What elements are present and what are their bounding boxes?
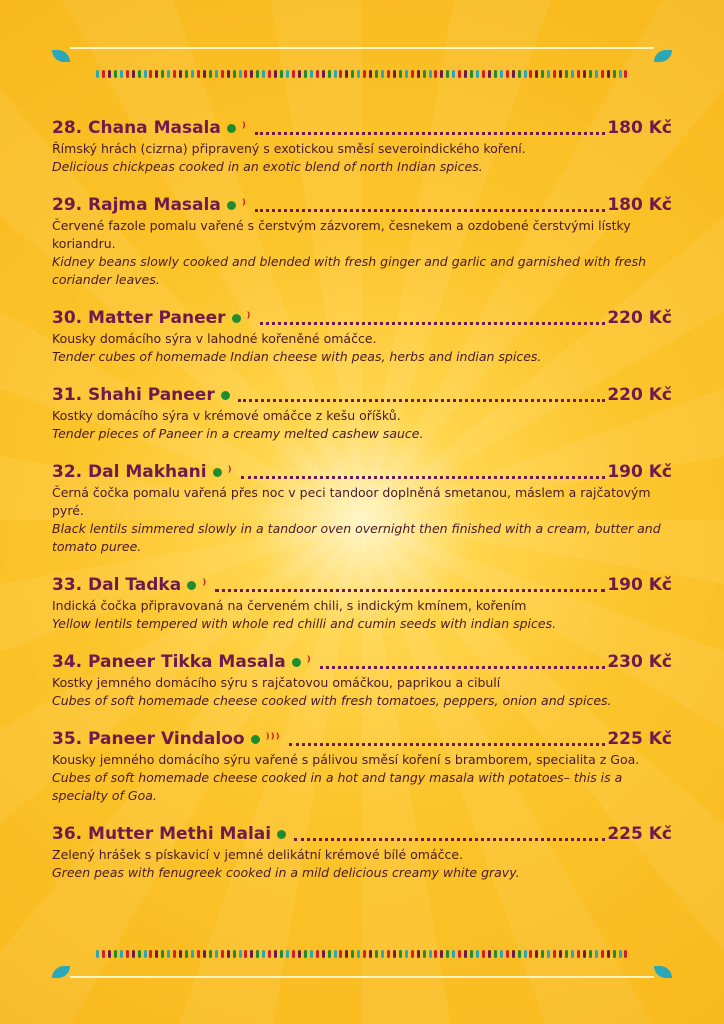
dish-description-czech: Kostky jemného domácího sýru s rajčatovou omáčkou, paprikou a cibulí [52,675,501,690]
menu-item-header [52,573,672,597]
dish-name: 28. Chana Masala [52,118,221,138]
dotted-leader [289,743,606,746]
top-border-line [70,47,654,49]
vegetarian-dot-icon [213,468,222,477]
top-dotted-ornament [96,70,628,78]
bottom-dotted-ornament [96,950,628,958]
dish-price: 180 Kč [607,118,672,138]
vegetarian-dot-icon [187,581,196,590]
menu-item-header [52,727,672,751]
dish-description-english: Cubes of soft homemade cheese cooked in a hot and tangy masala with potatoes– this is a specialty of Goa. [52,770,623,803]
dish-price: 225 Kč [607,729,672,749]
dish-description-english: Black lentils simmered slowly in a tandoor oven overnight then finished with a cream, butter and tomato puree. [52,521,661,554]
dish-price: 220 Kč [607,308,672,328]
dotted-leader [255,132,605,135]
dish-description-english: Tender pieces of Paneer in a creamy melted cashew sauce. [52,426,424,441]
dish-description-english: Cubes of soft homemade cheese cooked with fresh tomatoes, peppers, onion and spices. [52,693,612,708]
chili-spice-icon: ⁾ [227,464,233,480]
dish-price: 230 Kč [607,652,672,672]
dish-name: 33. Dal Tadka [52,575,182,595]
menu-item [52,573,672,633]
menu-item [52,460,672,556]
dish-description-english: Delicious chickpeas cooked in an exotic blend of north Indian spices. [52,159,483,174]
chili-spice-icon: ⁾ [202,577,208,593]
vegetarian-dot-icon [227,201,236,210]
dish-name: 30. Matter Paneer [52,308,226,328]
menu-item-header [52,650,672,674]
chili-spice-icon: ⁾⁾⁾ [265,731,281,747]
chili-spice-icon: ⁾ [241,120,247,136]
menu-item-header [52,116,672,140]
menu-item [52,727,672,805]
dish-description-czech: Indická čočka připravovaná na červeném chili, s indickým kmínem, kořením [52,598,527,613]
dish-name: 31. Shahi Paneer [52,385,215,405]
dish-name: 32. Dal Makhani [52,462,207,482]
dish-price: 220 Kč [607,385,672,405]
dish-name: 35. Paneer Vindaloo [52,729,245,749]
dotted-leader [215,589,605,592]
vegetarian-dot-icon [221,391,230,400]
vegetarian-dot-icon [292,658,301,667]
dish-name: 29. Rajma Masala [52,195,221,215]
dish-name: 34. Paneer Tikka Masala [52,652,286,672]
menu-item [52,306,672,366]
chili-spice-icon: ⁾ [246,310,252,326]
menu-item [52,116,672,176]
dish-description-english: Yellow lentils tempered with whole red chilli and cumin seeds with indian spices. [52,616,557,631]
dish-description-english: Kidney beans slowly cooked and blended with fresh ginger and garlic and garnished with fresh coriander leaves. [52,254,647,287]
dish-description-czech: Kousky domácího sýra v lahodné kořeněné omáčce. [52,331,377,346]
vegetarian-dot-icon [227,124,236,133]
dish-description-english: Green peas with fenugreek cooked in a mild delicious creamy white gravy. [52,865,520,880]
dish-description-czech: Římský hrách (cizrna) připravený s exotickou směsí severoindického koření. [52,141,526,156]
dish-price: 180 Kč [607,195,672,215]
dish-price: 225 Kč [607,824,672,844]
menu-item-header [52,822,672,846]
dish-name: 36. Mutter Methi Malai [52,824,272,844]
vegetarian-dot-icon [232,314,241,323]
dotted-leader [320,666,606,669]
dish-description-czech: Červené fazole pomalu vařené s čerstvým zázvorem, česnekem a ozdobené čerstvými lístky koriandru. [52,218,631,251]
menu-item-header [52,306,672,330]
dish-description-czech: Černá čočka pomalu vařená přes noc v peci tandoor doplněná smetanou, máslem a rajčatovým pyré. [52,485,651,518]
menu-item-header [52,383,672,407]
menu-item [52,193,672,289]
dotted-leader [255,209,605,212]
dotted-leader [294,838,605,841]
vegetarian-dot-icon [251,735,260,744]
dotted-leader [241,476,606,479]
dish-description-czech: Kostky domácího sýra v krémové omáčce z kešu oříšků. [52,408,401,423]
menu-item-header [52,193,672,217]
menu-item [52,822,672,882]
dish-description-czech: Kousky jemného domácího sýru vařené s pálivou směsí koření s bramborem, specialita z Goa. [52,752,640,767]
dish-price: 190 Kč [607,462,672,482]
dish-description-english: Tender cubes of homemade Indian cheese with peas, herbs and indian spices. [52,349,542,364]
dotted-leader [260,322,606,325]
menu-item-header [52,460,672,484]
chili-spice-icon: ⁾ [306,654,312,670]
menu-list [52,116,672,899]
chili-spice-icon: ⁾ [241,197,247,213]
menu-item [52,650,672,710]
vegetarian-dot-icon [277,830,286,839]
menu-item [52,383,672,443]
bottom-border-line [70,976,654,978]
dish-description-czech: Zelený hrášek s pískavicí v jemné delikátní krémové bílé omáčce. [52,847,464,862]
dotted-leader [238,399,606,402]
dish-price: 190 Kč [607,575,672,595]
